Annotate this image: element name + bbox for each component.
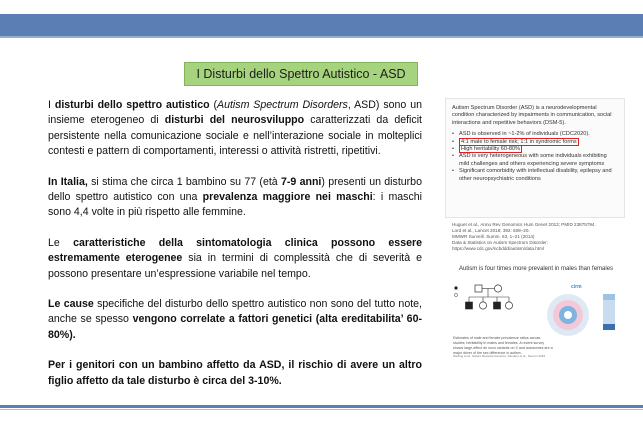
- paragraph-symptoms: Le caratteristiche della sintomatologia clinica possono essere estremamente eterogenee sia in termini di complessità che di severità e possono presentare un’espressione variabile nel tempo.: [48, 236, 422, 280]
- pedigree-diagram: [453, 282, 523, 320]
- reference-line: Huguet et al., Annu Rev Genomics Hum Genet 2013; PMID 23875794.: [452, 222, 596, 227]
- footer-band: [0, 405, 643, 408]
- prevalence-ring-chart: [545, 292, 591, 338]
- asd-card-intro: Autism Spectrum Disorder (ASD) is a neurodevelopmental condition characterized by impairments in communication, social interactions and repetitive behaviors (DSM-5).: [452, 105, 612, 126]
- legend-dot: [454, 293, 457, 296]
- reference-line: https://www.cdc.gov/ncbddd/autism/data.html: [452, 246, 544, 251]
- legend-dot: [454, 286, 457, 289]
- header-divider: [0, 36, 643, 38]
- asd-bullet: • Significant comorbidity with intellectual disability, epilepsy and other neuropsychiatric conditions: [452, 168, 618, 183]
- reference-line: MMWR Surveill. Summ. 63, 1–21 (2014): [452, 234, 535, 239]
- reference-line: Data & Statistics on Autism Spectrum Disorder:: [452, 240, 548, 245]
- infographic-caption: Estimates of male and female prevalence ratios across studies; heritability in males and females. A recent survey shows large-effect de novo variants on X and autosomes are a major driver of the sex difference in autism.: [453, 336, 553, 355]
- bar-segment: [603, 300, 615, 324]
- infographic-title: Autism is four times more prevalent in males than females: [458, 266, 614, 272]
- asd-card-bullets: [452, 131, 618, 183]
- paragraph-prevalence: In Italia, si stima che circa 1 bambino su 77 (età 7-9 anni) presenti un disturbo dello spettro autistico con una prevalenza maggiore nei maschi: i maschi sono 4,4 volte in più rispetto alle femmine.: [48, 175, 423, 219]
- pedigree-male-symbol: [475, 285, 482, 292]
- asd-bullet-highlighted: • 4:1 male to female risk; 1:1 in syndromic forms: [452, 139, 618, 146]
- paragraph-recurrence-risk: Per i genitori con un bambino affetto da ASD, il rischio di avere un altro figlio affetto da tale disturbo è circa del 3-10%.: [48, 359, 422, 387]
- infographic-footnote: Werling et al., Nature Reviews Genetics; Sanders et al., Neuron 2015: [453, 354, 546, 358]
- references: [452, 222, 622, 252]
- cirm-logo: cirm: [571, 284, 582, 290]
- header-band: [0, 14, 643, 36]
- asd-bullet: • ASD is observed in ~1-2% of individuals (CDC2020).: [452, 131, 618, 138]
- pedigree-female-symbol: [505, 302, 512, 309]
- pedigree-female-symbol: [479, 302, 486, 309]
- footer-divider: [0, 409, 643, 410]
- asd-summary-card: [445, 98, 625, 218]
- pedigree-affected-male: [494, 302, 501, 309]
- body-text: [48, 98, 422, 389]
- paragraph-definition: I disturbi dello spettro autistico (Autism Spectrum Disorders, ASD) sono un insieme eterogeneo di disturbi del neurosviluppo caratterizzati da deficit persistente nella comunicazione sociale e nell’interazione sociale in molteplici contesti e pattern di comportamenti, interessi o attività ristretti, ripetitivi.: [48, 99, 423, 158]
- bar-segment-top: [603, 294, 615, 300]
- reference-line: Lord et al., Lancet 2018; 392: 508–20.: [452, 228, 530, 233]
- sex-prevalence-infographic: [445, 262, 627, 364]
- slide-title: I Disturbi dello Spettro Autistico - ASD: [184, 62, 418, 86]
- asd-bullet-highlighted: • High heritability 60-80%: [452, 146, 618, 153]
- pedigree-female-symbol: [494, 285, 501, 292]
- paragraph-causes: Le cause specifiche del disturbo dello spettro autistico non sono del tutto note, anche se spesso vengono correlate a fattori genetici (alta ereditabilita’ 60-80%).: [48, 298, 422, 341]
- pedigree-affected-male: [466, 302, 473, 309]
- asd-bullet: • ASD is very heterogeneous with some individuals exhibiting mild challenges and others experiencing severe symptoms: [452, 153, 618, 168]
- stacked-bar-figure: [600, 294, 618, 330]
- ring-core: [564, 311, 572, 319]
- bar-segment-bottom: [603, 324, 615, 330]
